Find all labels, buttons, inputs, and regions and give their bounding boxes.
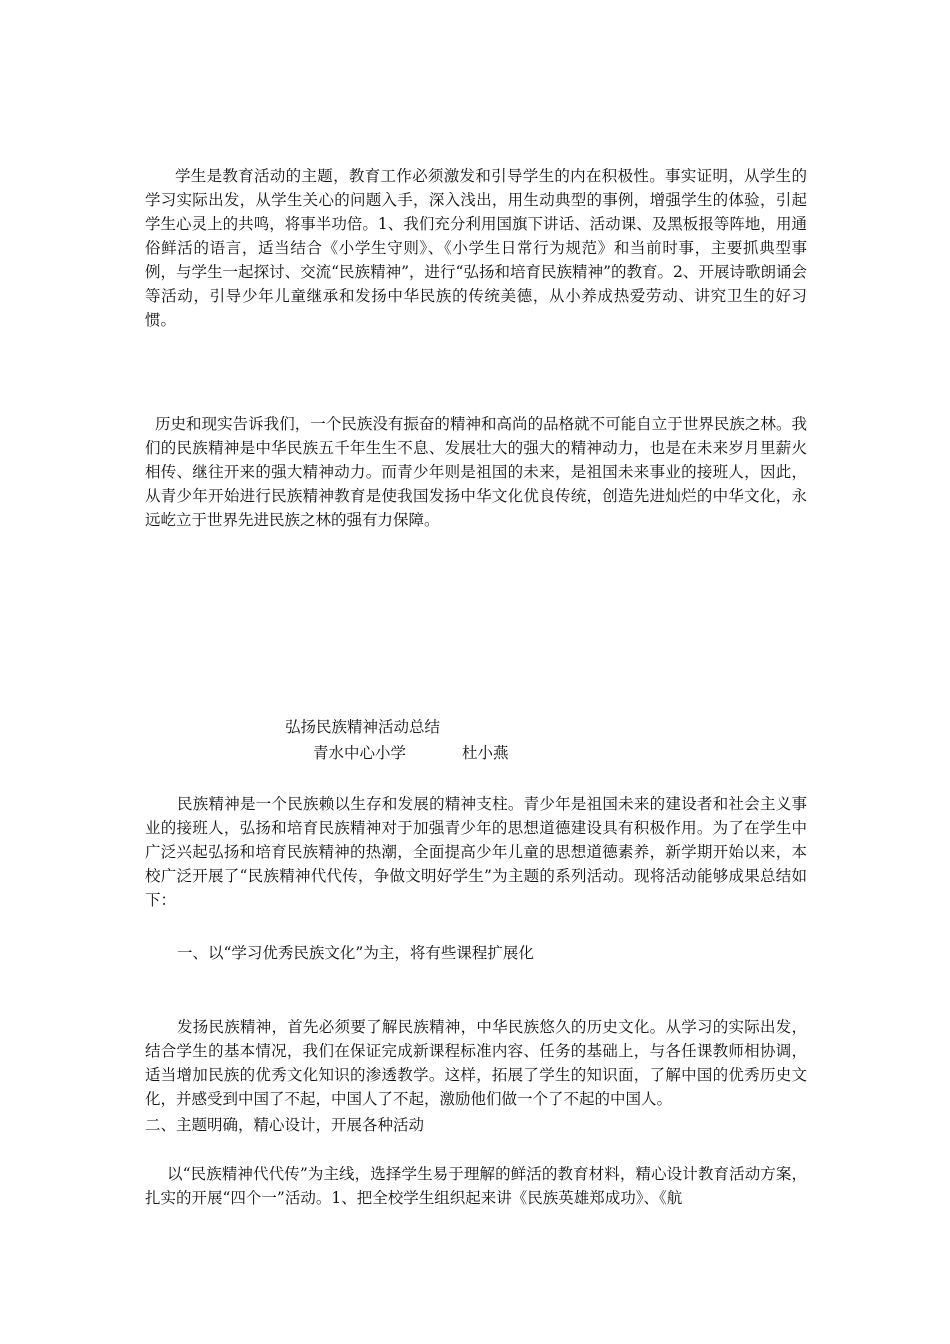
paragraph-culture-learning: 发扬民族精神，首先必须要了解民族精神，中华民族悠久的历史文化。从学习的实际出发，结合学生的基本情况，我们在保证完成新课程标准内容、任务的基础上，与各任课教师相协调，适当增加民族的优秀文化知识的渗透教学。这样，拓展了学生的知识面，了解中国的优秀历史文化，并感受到中国了不起，中国人了不起，激励他们做一个了不起的中国人。 [145, 1018, 807, 1108]
section-heading-1: 一、以“学习优秀民族文化”为主，将有些课程扩展化 [177, 944, 534, 962]
school-name: 青水中心小学 [313, 744, 407, 762]
paragraph-activities: 以“民族精神代代传”为主线，选择学生易于理解的鲜活的教育材料，精心设计教育活动方案，扎实的开展“四个一”活动。1、把全校学生组织起来讲《民族英雄郑成功》、《航 [145, 1165, 807, 1207]
section-heading-2: 二、主题明确，精心设计，开展各种活动 [145, 1116, 425, 1134]
paragraph-student-initiative: 学生是教育活动的主题，教育工作必须激发和引导学生的内在积极性。事实证明，从学生的学习实际出发，从学生关心的问题入手，深入浅出，用生动典型的事例，增强学生的体验，引起学生心灵上的共鸣，将事半功倍。1、我们充分利用国旗下讲话、活动课、及黑板报等阵地，用通俗鲜活的语言，适当结合《小学生守则》、《小学生日常行为规范》和当前时事，主要抓典型事例，与学生一起探讨、交流“民族精神”，进行“弘扬和培育民族精神”的教育。2、开展诗歌朗诵会等活动，引导少年儿童继承和发扬中华民族的传统美德，从小养成热爱劳动、讲究卫生的好习惯。 [145, 167, 807, 329]
paragraph-history-reality: 历史和现实告诉我们，一个民族没有振奋的精神和高尚的品格就不可能自立于世界民族之林。我们的民族精神是中华民族五千年生生不息、发展壮大的强大的精神动力，也是在未来岁月里薪火相传、继往开来的强大精神动力。而青少年则是祖国的未来，是祖国未来事业的接班人，因此，从青少年开始进行民族精神教育是使我国发扬中华文化优良传统，创造先进灿烂的中华文化，永远屹立于世界先进民族之林的强有力保障。 [145, 415, 807, 529]
paragraph-national-spirit: 民族精神是一个民族赖以生存和发展的精神支柱。青少年是祖国未来的建设者和社会主义事业的接班人，弘扬和培育民族精神对于加强青少年的思想道德建设具有积极作用。为了在学生中广泛兴起弘扬和培育民族精神的热潮，全面提高少年儿童的思想道德素养，新学期开始以来，本校广泛开展了“民族精神代代传，争做文明好学生”为主题的系列活动。现将活动能够成果总结如下： [145, 795, 807, 909]
document-title: 弘扬民族精神活动总结 [285, 718, 441, 736]
author-name: 杜小燕 [462, 744, 509, 762]
